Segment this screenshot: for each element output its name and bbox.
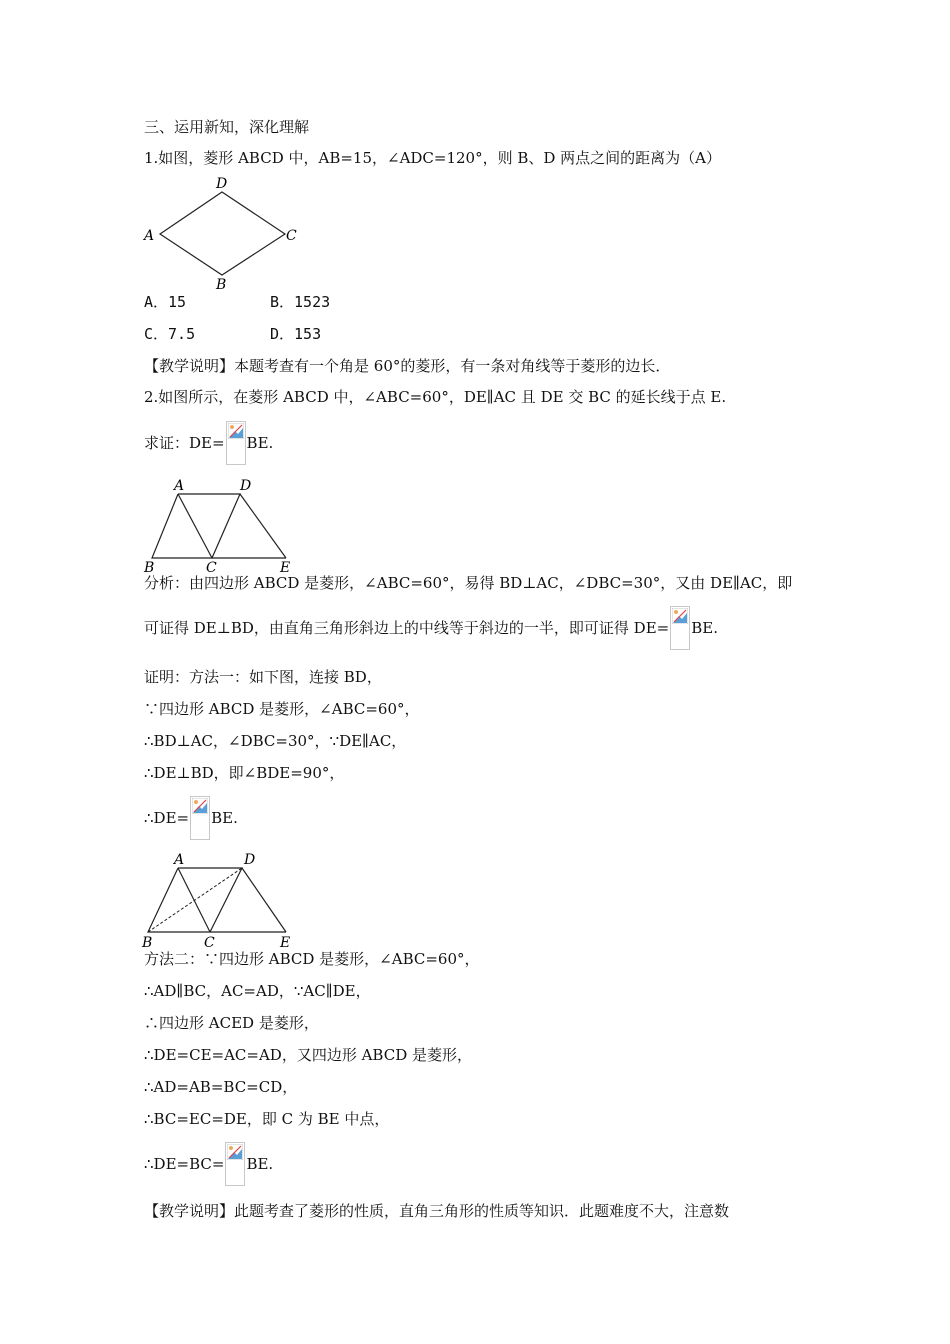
figure3-label-e: E: [280, 935, 291, 950]
method1-l5-prefix: ∴DE=: [144, 809, 190, 827]
rhombus-figure-3: [140, 850, 300, 950]
figure2-label-b: B: [144, 560, 155, 574]
method1-line-1: 证明：方法一：如下图，连接 BD，: [144, 668, 382, 686]
prove-suffix: BE.: [246, 434, 274, 452]
method2-line-3: ∴四边形 ACED 是菱形，: [144, 1014, 319, 1032]
analysis-prefix: 可证得 DE⊥BD，由直角三角形斜边上的中线等于斜边的一半，即可证得 DE=: [144, 619, 670, 637]
option-b: B．1523: [270, 293, 331, 311]
fraction-image-icon: [670, 606, 690, 650]
question-1-note: 【教学说明】本题考查有一个角是 60°的菱形，有一条对角线等于菱形的边长．: [144, 357, 671, 375]
fraction-image-icon: [190, 796, 210, 840]
method2-line-7: [144, 1142, 273, 1186]
option-c: C．7.5: [144, 325, 196, 343]
method2-line-6: ∴BC=EC=DE，即 C 为 BE 中点，: [144, 1110, 390, 1128]
figure3-label-b: B: [142, 935, 153, 950]
section-heading: 三、运用新知，深化理解: [144, 118, 310, 136]
analysis-suffix: BE.: [691, 619, 718, 637]
prove-prefix: 求证：DE=: [144, 434, 225, 452]
question-2-note: 【教学说明】此题考查了菱形的性质，直角三角形的性质等知识．此题难度不大，注意数: [144, 1202, 730, 1220]
figure3-label-c: C: [204, 935, 215, 950]
method1-l5-suffix: BE.: [211, 809, 238, 827]
figure1-label-b: B: [216, 277, 227, 292]
fraction-image-icon: [225, 1142, 245, 1186]
figure3-label-d: D: [244, 852, 256, 868]
figure1-label-a: A: [144, 228, 155, 244]
prove-statement: [144, 421, 273, 465]
method1-line-2: ∵四边形 ABCD 是菱形，∠ABC=60°，: [144, 700, 420, 718]
rhombus-figure-2: [140, 476, 300, 574]
figure2-label-c: C: [206, 560, 217, 574]
method1-line-5: [144, 796, 238, 840]
method2-l7-prefix: ∴DE=BC=: [144, 1155, 225, 1173]
method1-line-3: ∴BD⊥AC，∠DBC=30°，∵DE∥AC，: [144, 732, 407, 750]
figure2-label-d: D: [240, 478, 252, 494]
question-2-stem: 2.如图所示，在菱形 ABCD 中，∠ABC=60°，DE∥AC 且 DE 交 BC 的延长线于点 E.: [144, 388, 727, 406]
figure3-label-a: A: [174, 852, 185, 868]
fraction-image-icon: [226, 421, 246, 465]
method2-l7-suffix: BE.: [246, 1155, 274, 1173]
analysis-line-1: 分析：由四边形 ABCD 是菱形，∠ABC=60°，易得 BD⊥AC，∠DBC=30°，又由 DE∥AC，即: [144, 574, 793, 592]
rhombus-figure-1: [140, 172, 310, 292]
analysis-line-2: [144, 606, 718, 650]
option-a: A．15: [144, 293, 187, 311]
figure2-label-e: E: [280, 560, 291, 574]
option-d: D．153: [270, 325, 322, 343]
figure1-label-c: C: [286, 228, 297, 244]
method2-line-2: ∴AD∥BC，AC=AD，∵AC∥DE，: [144, 982, 371, 1000]
method2-line-5: ∴AD=AB=BC=CD，: [144, 1078, 298, 1096]
method2-line-1: 方法二：∵四边形 ABCD 是菱形，∠ABC=60°，: [144, 950, 480, 968]
method2-line-4: ∴DE=CE=AC=AD，又四边形 ABCD 是菱形，: [144, 1046, 472, 1064]
method1-line-4: ∴DE⊥BD，即∠BDE=90°，: [144, 764, 345, 782]
figure1-label-d: D: [216, 176, 228, 192]
figure2-label-a: A: [174, 478, 185, 494]
question-1-stem: 1.如图，菱形 ABCD 中，AB=15，∠ADC=120°，则 B、D 两点之间的距离为（A）: [144, 149, 722, 167]
